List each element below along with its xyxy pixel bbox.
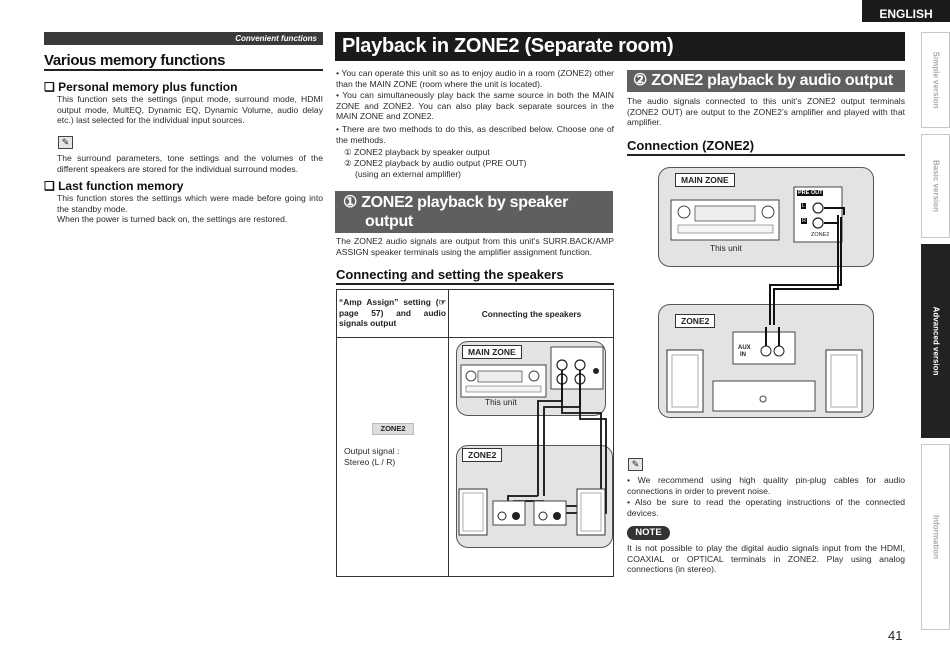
divider — [336, 283, 614, 285]
note-text: It is not possible to play the digital audio signals input from the HDMI, COAXIAL or OPTICAL terminals in ZONE2. Play using analog connections (in stereo). — [627, 543, 905, 575]
table-rule — [448, 289, 449, 577]
connection-heading: Connection (ZONE2) — [627, 138, 755, 153]
tab-label: Information — [931, 515, 940, 559]
tab-basic-version[interactable] — [921, 134, 950, 238]
divider — [627, 154, 905, 156]
audio-wiring-diagram — [658, 167, 878, 422]
speaker-heading-line2: output — [365, 213, 413, 230]
last-memory-text: This function stores the settings which were made before going into the standby mode. — [57, 193, 323, 214]
audio-output-heading: ② ZONE2 playback by audio output — [627, 70, 905, 92]
zone2-tag: ZONE2 — [372, 423, 414, 435]
audio-output-text: The audio signals connected to this unit’s ZONE2 output terminals (ZONE2 OUT) are output to the ZONE2’s amplifier and played with that amplifier. — [627, 96, 905, 128]
pre-out-l-label: L — [802, 203, 806, 209]
page-number: 41 — [888, 628, 903, 643]
table-header-connecting: Connecting the speakers — [481, 309, 582, 319]
this-unit-label: This unit — [485, 397, 517, 407]
zone2-label: ZONE2 — [675, 314, 715, 328]
main-zone-label: MAIN ZONE — [675, 173, 735, 187]
method-2: ② ZONE2 playback by audio output (PRE OUT) — [344, 158, 527, 168]
tab-information[interactable] — [921, 444, 950, 630]
personal-memory-note: The surround parameters, tone settings and the volumes of the different speakers are stored for the individual surround modes. — [57, 153, 323, 174]
table-rule — [336, 337, 614, 338]
tip-1: • We recommend using high quality pin-plug cables for audio connections in order to prevent noise. — [627, 475, 905, 496]
tab-label: Basic version — [931, 159, 940, 213]
main-zone-label: MAIN ZONE — [462, 345, 522, 359]
personal-memory-text: This function sets the settings (input mode, surround mode, HDMI output mode, MultEQ, Dynamic EQ, Dynamic Volume, audio delay etc.) last selected for the individual input sources. — [57, 94, 323, 126]
note-badge: NOTE — [627, 526, 670, 540]
this-unit-label: This unit — [710, 243, 742, 253]
speaker-output-heading — [335, 191, 613, 233]
tab-label: Advanced version — [931, 306, 940, 376]
intro-bullet-1: • You can operate this unit so as to enjoy audio in a room (ZONE2) other than the MAIN ZONE (room where the unit is located). — [336, 68, 614, 89]
hand-icon: ✎ — [58, 136, 73, 149]
pre-out-r-label: R — [802, 218, 806, 224]
pre-out-label: PRE OUT — [798, 190, 823, 196]
in-label: IN — [740, 352, 746, 358]
section-bar: Convenient functions — [44, 32, 323, 45]
method-2-note: (using an external amplifier) — [355, 169, 462, 179]
last-memory-heading: ❑ Last function memory — [44, 179, 184, 193]
page-title: Playback in ZONE2 (Separate room) — [335, 32, 905, 61]
language-tab[interactable]: ENGLISH — [862, 0, 950, 22]
speaker-heading-line1: ① ZONE2 playback by speaker — [343, 194, 569, 211]
table-header-amp-assign: “Amp Assign” setting (☞page 57) and audio signals output — [339, 297, 446, 328]
speaker-output-text: The ZONE2 audio signals are output from this unit’s SURR.BACK/AMP ASSIGN speaker terminals using the amplifier assignment function. — [336, 236, 614, 257]
tab-advanced-version[interactable] — [921, 244, 950, 438]
hand-icon: ✎ — [628, 458, 643, 471]
output-signal-label: Output signal : — [344, 446, 400, 456]
intro-bullet-2: • You can simultaneously play back the same source in both the MAIN ZONE and ZONE2. You can also play back separate sources in the MAIN ZONE and ZONE2. — [336, 90, 614, 122]
personal-memory-heading: ❑ Personal memory plus function — [44, 80, 238, 94]
tab-label: Simple version — [931, 51, 940, 109]
method-1: ① ZONE2 playback by speaker output — [344, 147, 490, 157]
output-signal-value: Stereo (L / R) — [344, 457, 396, 467]
aux-label: AUX — [738, 345, 751, 351]
zone2-label: ZONE2 — [462, 448, 502, 462]
intro-bullet-3: • There are two methods to do this, as described below. Choose one of the methods. — [336, 124, 614, 145]
section-title: Various memory functions — [44, 52, 226, 69]
speaker-wiring-diagram — [456, 341, 616, 551]
tip-2: • Also be sure to read the operating instructions of the connected devices. — [627, 497, 905, 518]
divider — [44, 69, 323, 71]
connecting-heading: Connecting and setting the speakers — [336, 267, 564, 282]
tab-simple-version[interactable] — [921, 32, 950, 128]
zone2-small-label: ZONE2 — [811, 232, 830, 238]
last-memory-text-2: When the power is turned back on, the settings are restored. — [57, 214, 288, 224]
